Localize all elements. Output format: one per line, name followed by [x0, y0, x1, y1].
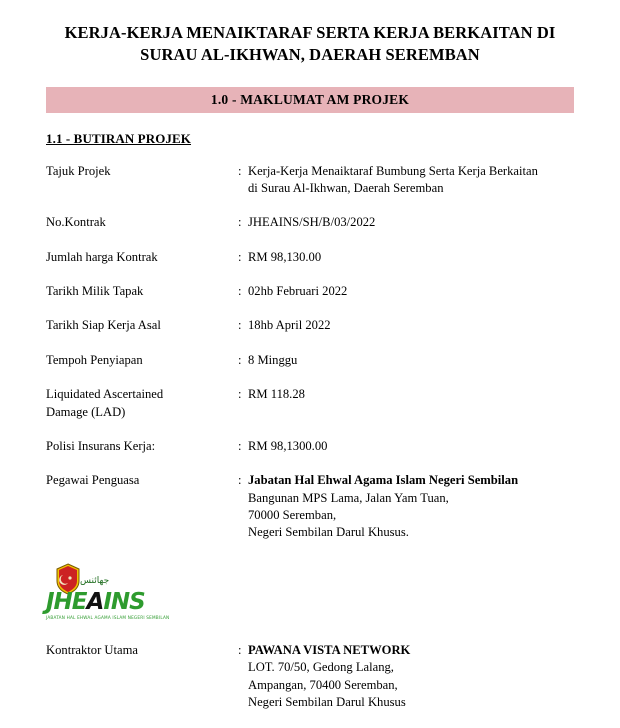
field-colon: :: [238, 642, 242, 657]
field-value-line: Negeri Sembilan Darul Khusus: [248, 694, 406, 709]
field-colon: :: [238, 163, 242, 178]
field-label: Tarikh Siap Kerja Asal: [46, 318, 161, 333]
field-colon: :: [238, 473, 242, 488]
field-value-line: Bangunan MPS Lama, Jalan Yam Tuan,: [248, 490, 449, 505]
document-page: [0, 22, 620, 709]
field-colon: :: [238, 249, 242, 264]
field-colon: :: [238, 318, 242, 333]
field-value-line: di Surau Al-Ikhwan, Daerah Seremban: [248, 180, 444, 195]
project-details-table: [46, 163, 578, 728]
wordmark-subtitle: JABATAN HAL EHWAL AGAMA ISLAM NEGERI SEMBILAN: [46, 614, 170, 620]
field-label: Kontraktor Utama: [46, 642, 138, 657]
field-value: 8 Minggu: [248, 352, 298, 367]
field-value: RM 98,130.00: [248, 249, 322, 264]
field-value: [248, 472, 578, 559]
field-value: RM 118.28: [248, 387, 305, 402]
field-value: JHEAINS/SH/B/03/2022: [248, 215, 376, 230]
field-colon: :: [238, 215, 242, 230]
field-value-line: Negeri Sembilan Darul Khusus.: [248, 525, 409, 540]
field-value: 18hb April 2022: [248, 318, 331, 333]
field-label: Jumlah harga Kontrak: [46, 249, 158, 264]
section-banner: 1.0 - MAKLUMAT AM PROJEK: [46, 87, 574, 113]
table-row: [46, 642, 578, 728]
table-row: [46, 249, 578, 283]
field-label: Tarikh Milik Tapak: [46, 284, 144, 299]
logo-colon-spacer: [238, 559, 248, 642]
field-colon: :: [238, 438, 242, 453]
table-row: [46, 214, 578, 248]
field-colon: :: [238, 352, 242, 367]
logo-value-spacer: [248, 559, 578, 642]
field-label-line: Liquidated Ascertained: [46, 387, 164, 402]
wordmark-text: [46, 588, 174, 615]
field-value: 02hb Februari 2022: [248, 284, 348, 299]
table-row: [46, 472, 578, 559]
page-title-line-2: SURAU AL-IKHWAN, DAERAH SEREMBAN: [140, 45, 480, 65]
subsection-heading: 1.1 - BUTIRAN PROJEK: [46, 130, 192, 146]
field-value: [248, 642, 578, 728]
table-row: [46, 163, 578, 215]
table-row: [46, 317, 578, 351]
arabic-script: جهائنس: [80, 575, 110, 586]
field-colon: :: [238, 387, 242, 402]
field-value-line: PAWANA VISTA NETWORK: [248, 642, 411, 657]
field-label: Tajuk Projek: [46, 163, 111, 178]
field-value-line: Ampangan, 70400 Seremban,: [248, 677, 398, 692]
table-row: [46, 352, 578, 386]
field-label: No.Kontrak: [46, 215, 106, 230]
logo-row: [46, 559, 578, 642]
field-label: Pegawai Penguasa: [46, 473, 140, 488]
field-value-line: LOT. 70/50, Gedong Lalang,: [248, 660, 394, 675]
field-colon: :: [238, 284, 242, 299]
field-label: Tempoh Penyiapan: [46, 352, 143, 367]
table-row: [46, 283, 578, 317]
field-value: RM 98,1300.00: [248, 438, 328, 453]
page-title: [44, 22, 576, 67]
table-row: [46, 438, 578, 472]
logo-cell: [46, 559, 238, 642]
field-value-line: Kerja-Kerja Menaiktaraf Bumbung Serta Kerja Berkaitan: [248, 163, 538, 178]
field-value-line: Jabatan Hal Ehwal Agama Islam Negeri Sembilan: [248, 473, 519, 488]
field-label: Polisi Insurans Kerja:: [46, 438, 156, 453]
jheains-wordmark: [46, 588, 174, 621]
wordmark-prefix: JHE: [46, 588, 87, 615]
field-label-line: Damage (LAD): [46, 404, 126, 419]
wordmark-suffix: INS: [103, 588, 145, 615]
field-value-line: 70000 Seremban,: [248, 508, 337, 523]
field-label: [46, 386, 238, 438]
wordmark-accent: A: [86, 588, 104, 615]
page-title-line-1: KERJA-KERJA MENAIKTARAF SERTA KERJA BERKAITAN DI: [64, 23, 556, 42]
table-row: [46, 386, 578, 438]
field-value: [248, 163, 578, 215]
jheains-logo: [46, 563, 174, 625]
